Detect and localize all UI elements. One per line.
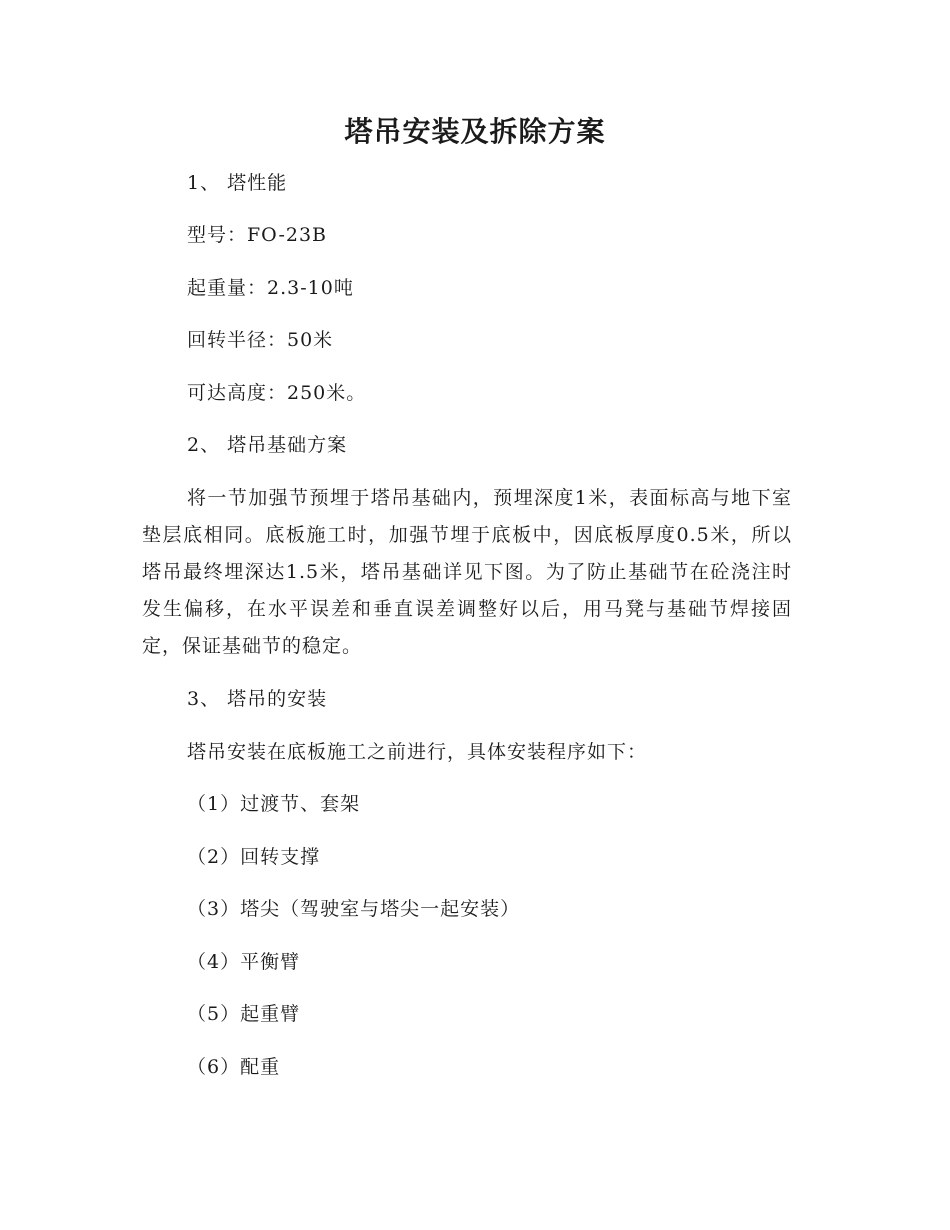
spec-slewing-radius: 回转半径：50米 [187,329,334,351]
install-step-1: （1）过渡节、套架 [187,793,361,815]
install-step-5: （5）起重臂 [187,1003,301,1025]
installation-intro: 塔吊安装在底板施工之前进行，具体安装程序如下： [187,741,648,763]
spec-max-height: 可达高度：250米。 [187,382,367,404]
section-1-heading: 1、 塔性能 [187,172,288,194]
spec-lifting-capacity: 起重量：2.3-10吨 [187,277,354,299]
spec-model: 型号：FO-23B [187,224,328,246]
foundation-paragraph: 将一节加强节预埋于塔吊基础内，预埋深度1米，表面标高与地下室垫层底相同。底板施工时，加强节埋于底板中，因底板厚度0.5米，所以塔吊最终埋深达1.5米，塔吊基础详见下图。为了防止基础节在砼浇注时发生偏移，在水平误差和垂直误差调整好以后，用马凳与基础节焊接固定，保证基础节的稳定。 [142,487,792,657]
section-2-heading: 2、 塔吊基础方案 [187,434,348,456]
install-step-6: （6）配重 [187,1056,281,1078]
section-3-heading: 3、 塔吊的安装 [187,688,328,710]
document-title: 塔吊安装及拆除方案 [344,115,606,148]
install-step-4: （4）平衡臂 [187,951,301,973]
install-step-2: （2）回转支撑 [187,846,321,868]
install-step-3: （3）塔尖（驾驶室与塔尖一起安装） [187,898,521,920]
